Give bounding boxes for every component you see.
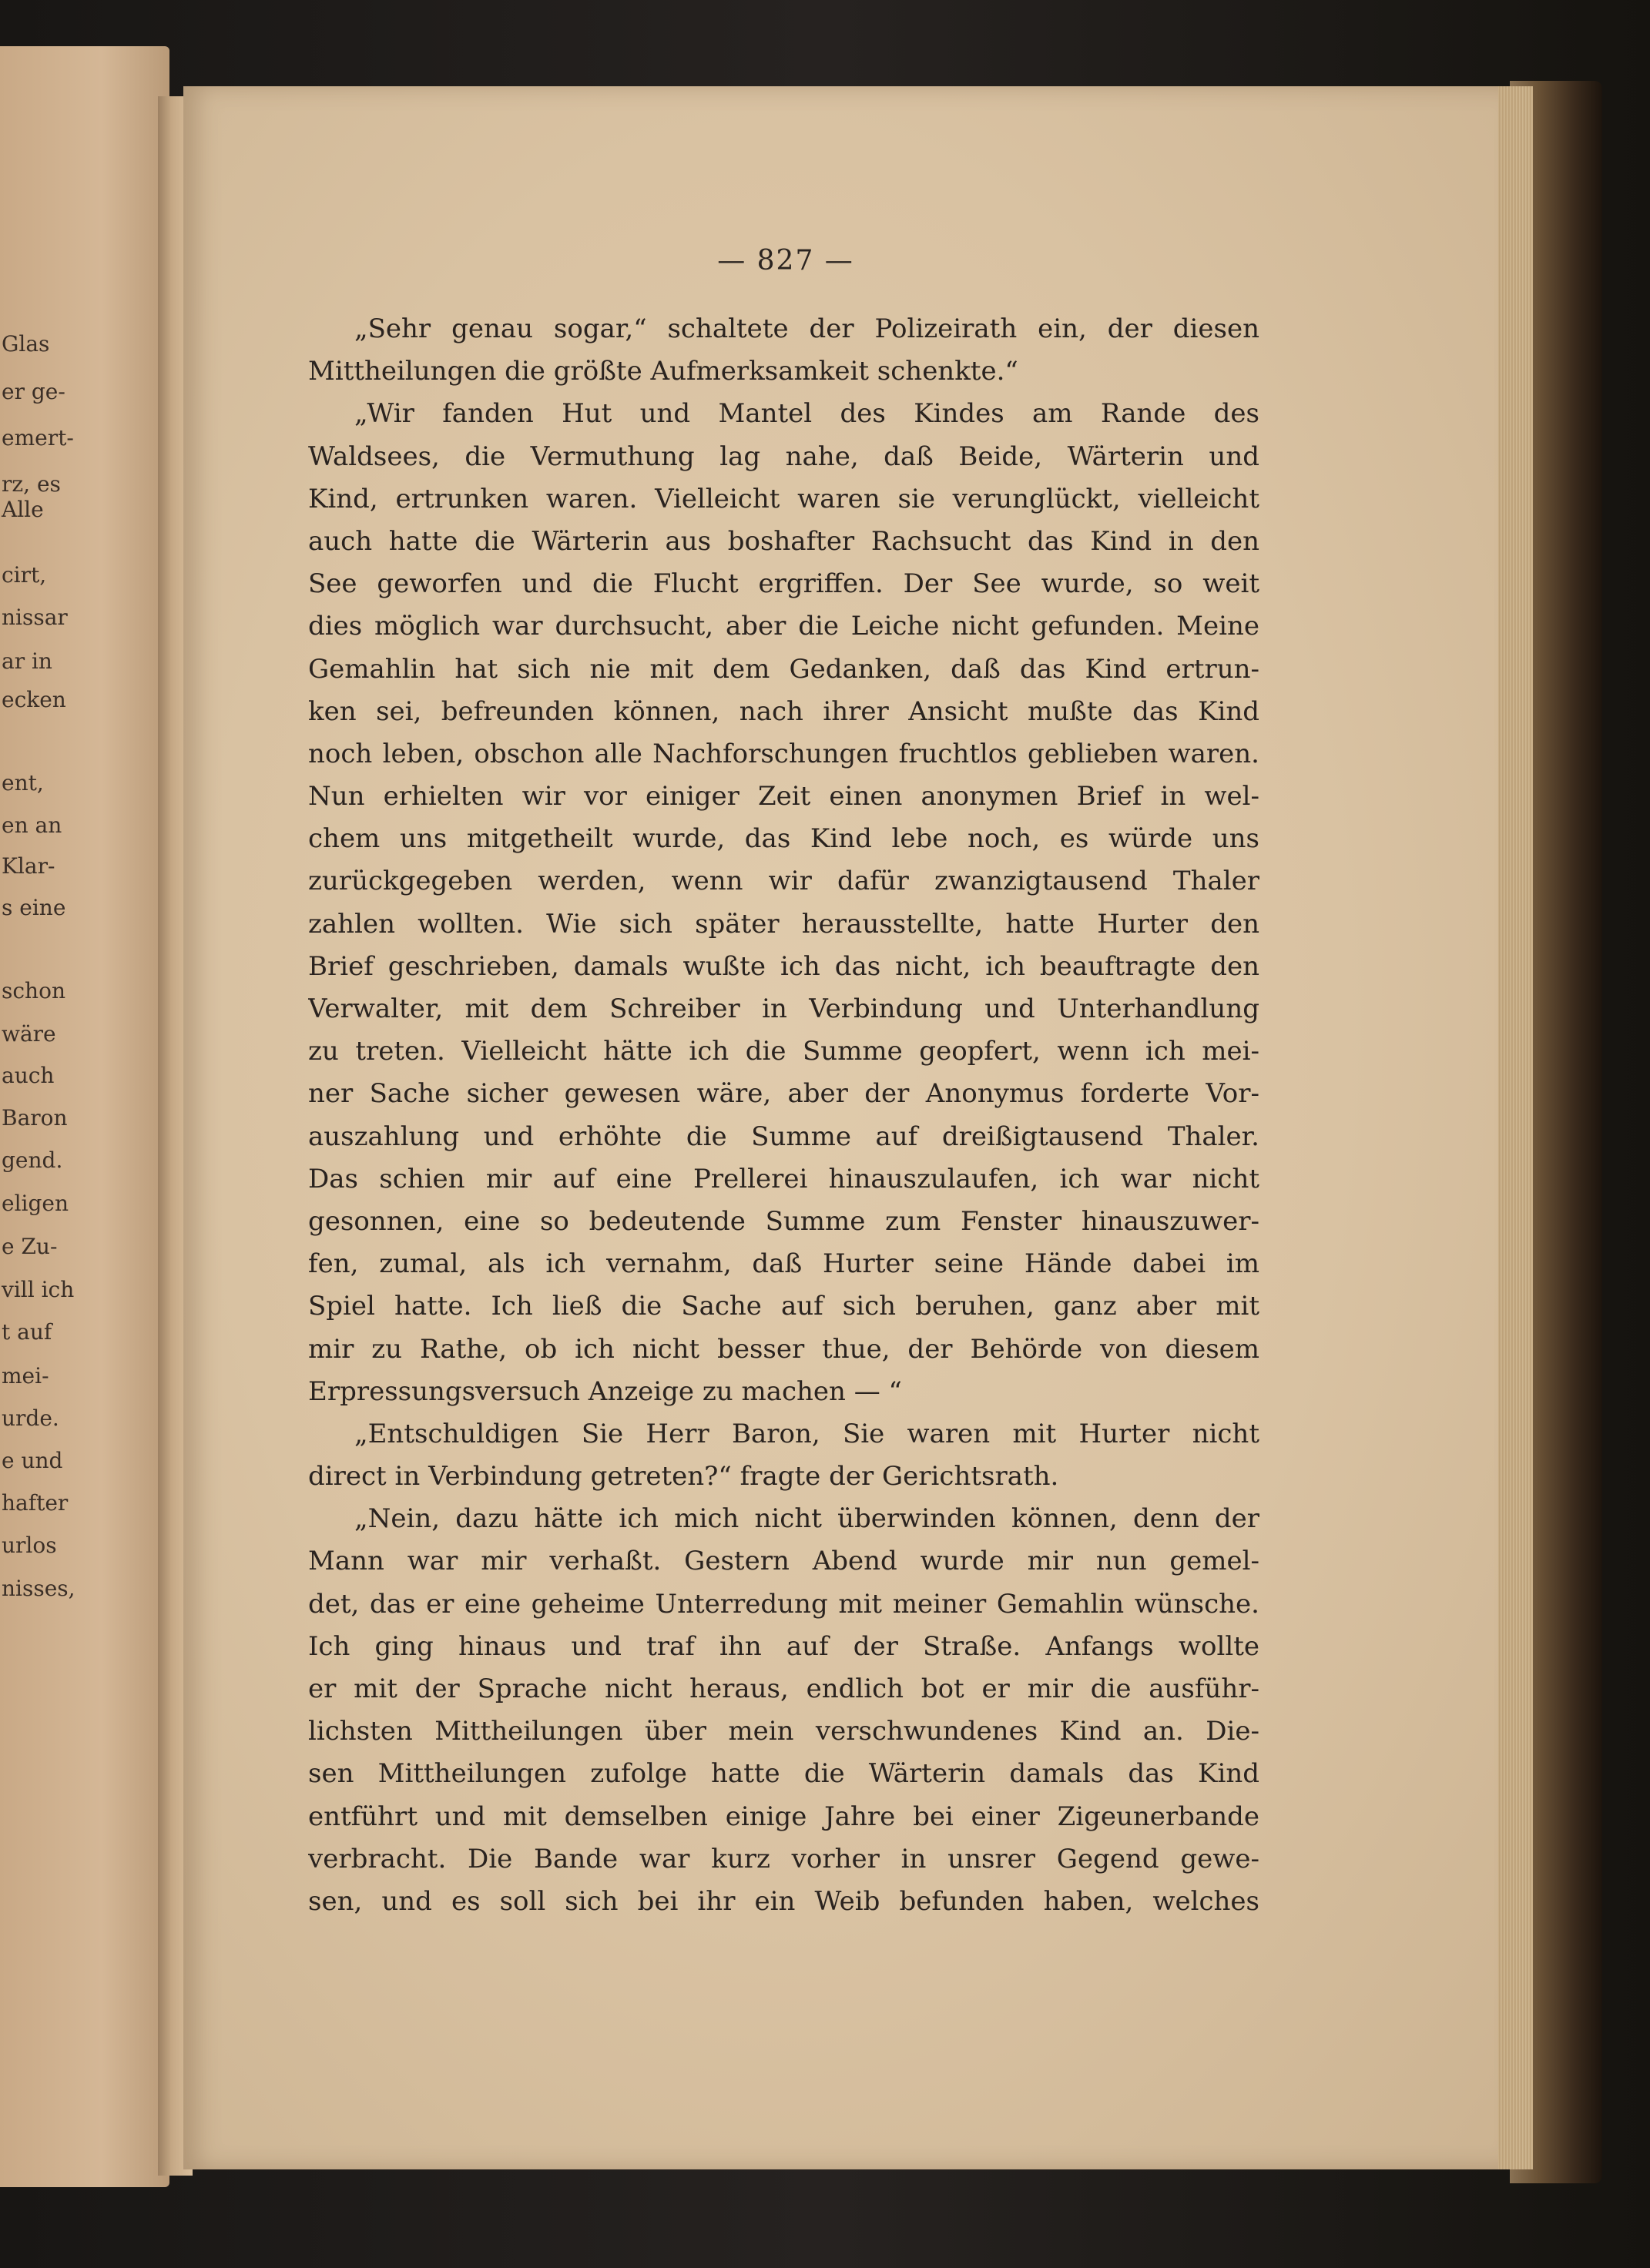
text-line: er mit der Sprache nicht heraus, endlich bot er mir die ausführ-	[308, 1673, 1259, 1704]
left-page-fragment: Alle	[2, 497, 44, 522]
left-page-fragment: t auf	[2, 1319, 52, 1345]
text-line: Gemahlin hat sich nie mit dem Gedanken, daß das Kind ertrun-	[308, 653, 1259, 685]
text-line: Nun erhielten wir vor einiger Zeit einen anonymen Brief in wel-	[308, 781, 1259, 812]
text-line: chem uns mitgetheilt wurde, das Kind lebe noch, es würde uns	[308, 823, 1259, 855]
text-line: auch hatte die Wärterin aus boshafter Rachsucht das Kind in den	[308, 525, 1259, 557]
text-line: gesonnen, eine so bedeutende Summe zum Fenster hinauszuwer-	[308, 1205, 1259, 1237]
text-line: Erpressungsversuch Anzeige zu machen — “	[308, 1375, 902, 1407]
left-page-fragment: nissar	[2, 605, 68, 630]
text-line: entführt und mit demselben einige Jahre bei einer Zigeunerbande	[308, 1801, 1259, 1832]
text-line: „Wir fanden Hut und Mantel des Kindes am Rande des	[354, 398, 1259, 430]
left-page-fragment: nisses,	[2, 1576, 75, 1601]
left-page-fragment: mei-	[2, 1363, 49, 1389]
text-line: ken sei, befreunden können, nach ihrer Ansicht mußte das Kind	[308, 695, 1259, 727]
left-page-fragment: Klar-	[2, 853, 55, 879]
left-page-fragment: Baron	[2, 1105, 68, 1131]
text-line: det, das er eine geheime Unterredung mit meiner Gemahlin wünsche.	[308, 1588, 1259, 1620]
left-page-fragment: ecken	[2, 687, 66, 712]
left-page-fragment: Glas	[2, 331, 50, 357]
text-line: Verwalter, mit dem Schreiber in Verbindung und Unterhandlung	[308, 993, 1259, 1024]
text-line: Spiel hatte. Ich ließ die Sache auf sich beruhen, ganz aber mit	[308, 1291, 1259, 1322]
text-line: lichsten Mittheilungen über mein verschwundenes Kind an. Die-	[308, 1716, 1259, 1747]
left-page-fragment: auch	[2, 1063, 55, 1088]
left-page-fragment: er ge-	[2, 379, 65, 404]
text-line: Das schien mir auf eine Prellerei hinauszulaufen, ich war nicht	[308, 1163, 1259, 1194]
left-page-fragment: schon	[2, 978, 65, 1003]
left-page-fragment: eligen	[2, 1191, 69, 1216]
text-line: Brief geschrieben, damals wußte ich das nicht, ich beauftragte den	[308, 950, 1259, 982]
text-line: verbracht. Die Bande war kurz vorher in unsrer Gegend gewe-	[308, 1843, 1259, 1874]
text-line: zahlen wollten. Wie sich später herausstellte, hatte Hurter den	[308, 908, 1259, 940]
text-line: Ich ging hinaus und traf ihn auf der Straße. Anfangs wollte	[308, 1630, 1259, 1662]
text-line: sen, und es soll sich bei ihr ein Weib befunden haben, welches	[308, 1885, 1259, 1917]
text-line: zurückgegeben werden, wenn wir dafür zwanzigtausend Thaler	[308, 866, 1259, 897]
text-line: Kind, ertrunken waren. Vielleicht waren sie verunglückt, vielleicht	[308, 483, 1259, 514]
text-line: noch leben, obschon alle Nachforschungen fruchtlos geblieben waren.	[308, 738, 1259, 769]
left-page-fragment: wäre	[2, 1021, 56, 1047]
text-line: Waldsees, die Vermuthung lag nahe, daß Beide, Wärterin und	[308, 441, 1259, 472]
text-line: dies möglich war durchsucht, aber die Leiche nicht gefunden. Meine	[308, 611, 1259, 642]
left-page-fragment: s eine	[2, 895, 66, 920]
text-line: fen, zumal, als ich vernahm, daß Hurter seine Hände dabei im	[308, 1248, 1259, 1280]
text-line: auszahlung und erhöhte die Summe auf dreißigtausend Thaler.	[308, 1121, 1259, 1152]
text-line: mir zu Rathe, ob ich nicht besser thue, der Behörde von diesem	[308, 1333, 1259, 1365]
left-page-fragment: emert-	[2, 425, 74, 451]
text-line: ner Sache sicher gewesen wäre, aber der Anonymus forderte Vor-	[308, 1078, 1259, 1110]
text-line: sen Mittheilungen zufolge hatte die Wärterin damals das Kind	[308, 1758, 1259, 1790]
left-page-fragment: rz, es	[2, 471, 61, 497]
page-body-text	[308, 308, 1259, 1956]
left-page-fragment: urde.	[2, 1405, 59, 1431]
left-page-fragment: vill ich	[2, 1277, 75, 1302]
page-number: — 827 —	[717, 245, 854, 276]
left-page-fragment: ent,	[2, 770, 44, 796]
left-page-fragment: en an	[2, 812, 62, 838]
text-line: „Entschuldigen Sie Herr Baron, Sie waren mit Hurter nicht	[354, 1418, 1259, 1449]
left-page-fragment: e Zu-	[2, 1234, 58, 1259]
left-page-fragment: hafter	[2, 1490, 69, 1516]
text-line: zu treten. Vielleicht hätte ich die Summe geopfert, wenn ich mei-	[308, 1036, 1259, 1067]
text-line: Mann war mir verhaßt. Gestern Abend wurde mir nun gemel-	[308, 1546, 1259, 1577]
left-page-fragment: gend.	[2, 1147, 63, 1173]
text-line: direct in Verbindung getreten?“ fragte der Gerichtsrath.	[308, 1461, 1059, 1492]
text-line: See geworfen und die Flucht ergriffen. Der See wurde, so weit	[308, 568, 1259, 600]
left-facing-page	[0, 46, 169, 2187]
text-line: „Sehr genau sogar,“ schaltete der Polizeirath ein, der diesen	[354, 313, 1259, 344]
page-stack-edges	[1498, 86, 1533, 2169]
left-page-fragment: ar in	[2, 648, 52, 674]
left-page-fragment: cirt,	[2, 562, 47, 588]
text-line: „Nein, dazu hätte ich mich nicht überwinden können, denn der	[354, 1503, 1259, 1535]
left-page-fragment: e und	[2, 1448, 63, 1473]
left-page-fragment: urlos	[2, 1533, 57, 1558]
text-line: Mittheilungen die größte Aufmerksamkeit schenkte.“	[308, 356, 1018, 387]
